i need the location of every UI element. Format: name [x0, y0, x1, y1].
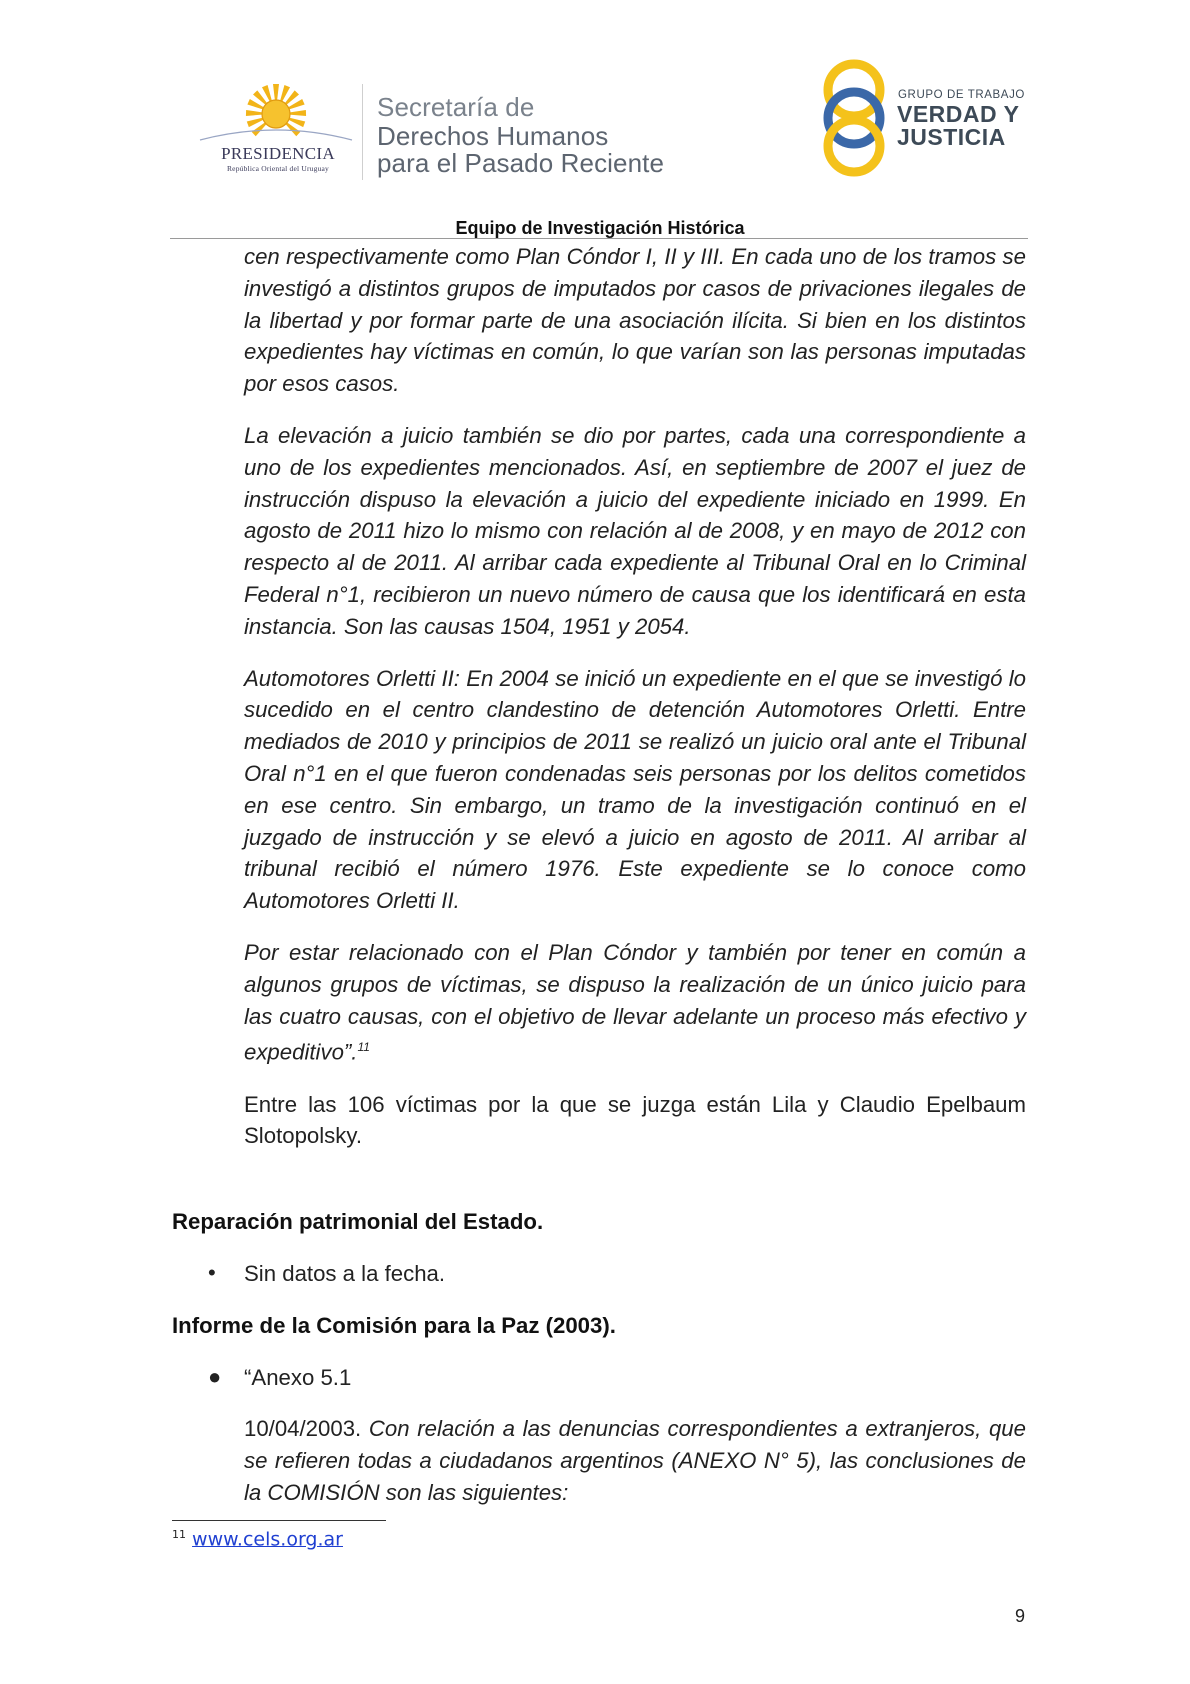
vj-subtitle: GRUPO DE TRABAJO [898, 89, 1025, 101]
anexo-date: 10/04/2003. [244, 1416, 362, 1441]
heading-reparacion: Reparación patrimonial del Estado. [172, 1209, 544, 1234]
heading-comision-paz: Informe de la Comisión para la Paz (2003). [172, 1313, 616, 1338]
bullet-dot-icon: • [208, 1260, 216, 1285]
footnote [172, 1528, 343, 1550]
paragraph-elevacion: La elevación a juicio también se dio por partes, cada una correspondiente a uno de los expedientes mencionados. Así, en septiembre de 2007 el juez de instrucción dispuso la elevación a juicio del expediente iniciado en 1999. En agosto de 2011 hizo lo mismo con relación al de 2008, y en mayo de 2012 con respecto al de 2011. Al arribar cada expediente al Tribunal Oral en lo Criminal Federal n°1, recibieron un nuevo número de causa que los identificará en esta instancia. Son las causas 1504, 1951 y 2054. [244, 422, 1026, 639]
paragraph-plan-condor: cen respectivamente como Plan Cóndor I, II y III. En cada uno de los tramos se investigó a distintos grupos de imputados por casos de privaciones ilegales de la libertad y por formar parte de una asociación ilícita. Si bien en los distintos expedientes hay víctimas en común, lo que varían son las personas imputadas por esos casos. [244, 244, 1026, 397]
paragraph-orletti: Automotores Orletti II: En 2004 se inició un expediente en el que se investigó lo sucedido en el centro clandestino de detención Automotores Orletti. Entre mediados de 2010 y principios de 2011 se realizó un juicio oral ante el Tribunal Oral n°1 en el que fueron condenadas seis personas por los delitos cometidos en ese centro. Sin embargo, un tramo de la investigación continuó en el juzgado de instrucción y se elevó a juicio en agosto de 2011. Al arribar al tribunal recibió el número 1976. Este expediente se lo conoce como Automotores Orletti II. [244, 665, 1026, 914]
paragraph-unico-juicio [244, 937, 1026, 1069]
bullet-anexo: “Anexo 5.1 [244, 1365, 352, 1390]
secretaria-line-1: Secretaría de [377, 92, 535, 122]
footnote-ref[interactable]: 11 [357, 1040, 370, 1055]
vj-title-line-1: VERDAD Y [897, 101, 1020, 127]
paragraph-victimas: Entre las 106 víctimas por la que se juzga están Lila y Claudio Epelbaum Slotopolsky. [244, 1091, 1026, 1149]
page-header [0, 0, 1190, 238]
page-number: 9 [1015, 1606, 1026, 1626]
footnote-link[interactable]: www.cels.org.ar [192, 1528, 343, 1551]
paragraph-anexo [244, 1413, 1026, 1508]
footnote-number: 11 [172, 1528, 186, 1541]
secretaria-line-3: para el Pasado Reciente [377, 148, 665, 178]
secretaria-line-2: Derechos Humanos [377, 121, 609, 151]
bullet-dot-icon: ● [208, 1364, 222, 1389]
bullet-sin-datos: Sin datos a la fecha. [244, 1261, 446, 1286]
presidencia-title: PRESIDENCIA [221, 144, 335, 163]
logo-divider [362, 84, 363, 180]
body-content [244, 241, 1026, 1172]
team-title: Equipo de Investigación Histórica [455, 218, 745, 238]
presidencia-subtitle: República Oriental del Uruguay [226, 164, 329, 173]
footnote-rule [172, 1520, 386, 1521]
paragraph-unico-juicio-text: Por estar relacionado con el Plan Cóndor y también por tener en común a algunos grupos de víctimas, se dispuso la realización de un único juicio para las cuatro causas, con el objetivo de llevar adelante un proceso más efectivo y expeditivo”. [244, 939, 1026, 1065]
vj-title-line-2: JUSTICIA [897, 124, 1006, 150]
header-rule [170, 238, 1028, 239]
verdad-justicia-logo [818, 54, 902, 182]
anexo-text: Con relación a las denuncias correspondientes a extranjeros, que se refieren todas a ciudadanos argentinos (ANEXO N° 5), las conclusiones de la COMISIÓN son las siguientes: [244, 1416, 1026, 1505]
